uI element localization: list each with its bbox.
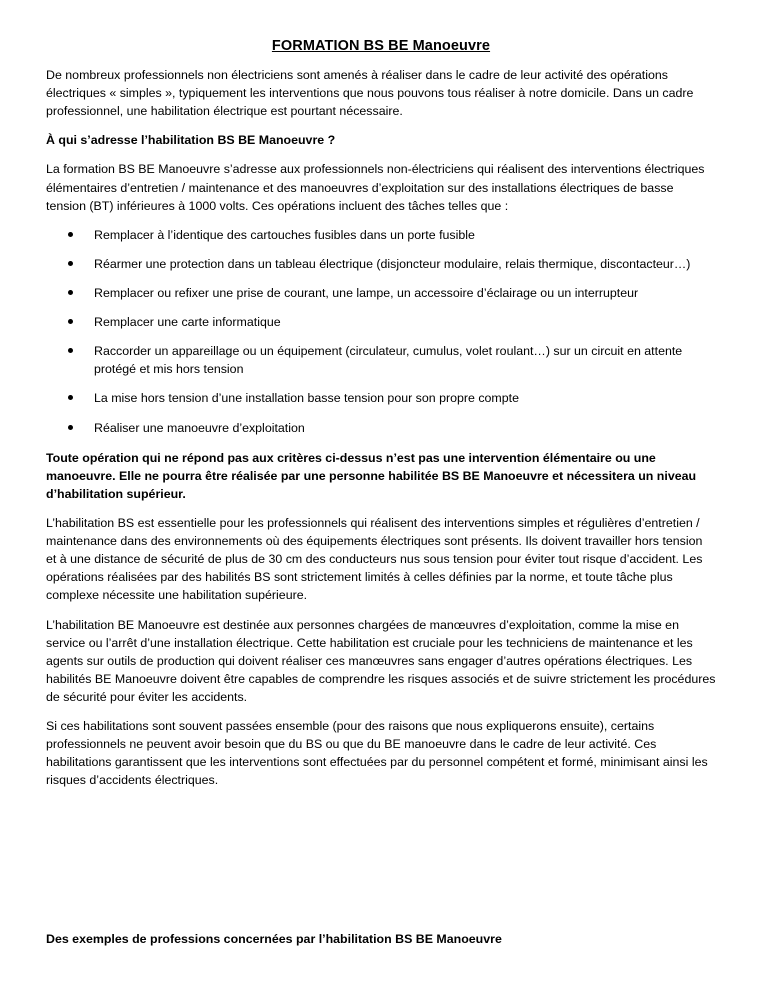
list-item [46,389,716,407]
list-item [46,342,716,378]
bullet-dot-icon [68,348,73,353]
task-list [46,226,716,437]
list-item [46,313,716,331]
list-item-label: Remplacer à l’identique des cartouches fusibles dans un porte fusible [94,227,475,242]
bullet-dot-icon [68,261,73,266]
list-item-label: La mise hors tension d’une installation basse tension pour son propre compte [94,391,519,406]
bullet-dot-icon [68,232,73,237]
list-item-label: Remplacer ou refixer une prise de courant, une lampe, un accessoire d’éclairage ou un interrupteur [94,285,639,300]
bullet-dot-icon [68,425,73,430]
intro-paragraph: De nombreux professionnels non électriciens sont amenés à réaliser dans le cadre de leur activité des opérations électriques « simples », typiquement les interventions que nous pouvons tous réaliser à notre domicile. Dans un cadre professionnel, une habilitation électrique est pourtant nécessaire. [46,68,694,119]
be-description-paragraph: L’habilitation BE Manoeuvre est destinée aux personnes chargées de manœuvres d’exploitation, comme la mise en service ou l’arrêt d’une installation électrique. Cette habilitation est cruciale pour les techniciens de maintenance et les agents sur outils de production qui doivent réaliser ces manœuvres sans engager d’autres opérations électriques. Les habilités BE Manoeuvre doivent être capables de comprendre les risques associés et de suivre strictement les procédures de sécurité pour éviter les accidents. [46,617,716,704]
list-item-label: Réarmer une protection dans un tableau électrique (disjoncteur modulaire, relais thermique, discontacteur…) [94,256,691,271]
list-item-label: Raccorder un appareillage ou un équipement (circulateur, cumulus, volet roulant…) sur un circuit en attente protégé et mis hors tension [94,344,683,377]
page-title: FORMATION BS BE Manoeuvre [271,38,491,54]
list-item [46,226,716,244]
closing-paragraph: Si ces habilitations sont souvent passées ensemble (pour des raisons que nous expliquerons ensuite), certains professionnels ne peuvent avoir besoin que du BS ou que du BE manoeuvre dans le cadre de leur activité. Ces habilitations garantissent que les interventions sont effectuées par du personnel compétent et formé, minimisant ainsi les risques d’accidents électriques. [46,719,708,788]
list-item [46,255,716,273]
bs-description-paragraph: L’habilitation BS est essentielle pour les professionnels qui réalisent des interventions simples et régulières d’entretien / maintenance dans des environnements où des équipements électriques sont présents. Ils doivent travailler hors tension et à une distance de sécurité de plus de 30 cm des conducteurs nus sous tension pour éviter tout risque d’accident. Les opérations réalisées par des habilités BS sont strictement limités à celles définies par la norme, et toute tâche plus complexe nécessite une habilitation supérieure. [46,515,703,603]
list-item-label: Réaliser une manoeuvre d’exploitation [94,420,305,435]
bullet-dot-icon [68,319,73,324]
warning-paragraph: Toute opération qui ne répond pas aux critères ci-dessus n’est pas une intervention élémentaire ou une manoeuvre. Elle ne pourra être réalisée par une personne habilitée BS BE Manoeuvre et nécessitera un niveau d’habilitation supérieur. [46,450,697,501]
list-item [46,419,716,437]
bullet-dot-icon [68,290,73,295]
list-item-label: Remplacer une carte informatique [94,315,281,330]
scope-paragraph: La formation BS BE Manoeuvre s’adresse aux professionnels non-électriciens qui réalisent des interventions électriques élémentaires d’entretien / maintenance et des manoeuvres d’exploitation sur des installations électriques de basse tension (BT) inférieures à 1000 volts. Ces opérations incluent des tâches telles que : [46,162,705,213]
list-item [46,284,716,302]
section-subheading: À qui s’adresse l’habilitation BS BE Manoeuvre ? [46,133,336,148]
footer-heading: Des exemples de professions concernées par l’habilitation BS BE Manoeuvre [46,931,502,946]
bullet-dot-icon [68,395,73,400]
